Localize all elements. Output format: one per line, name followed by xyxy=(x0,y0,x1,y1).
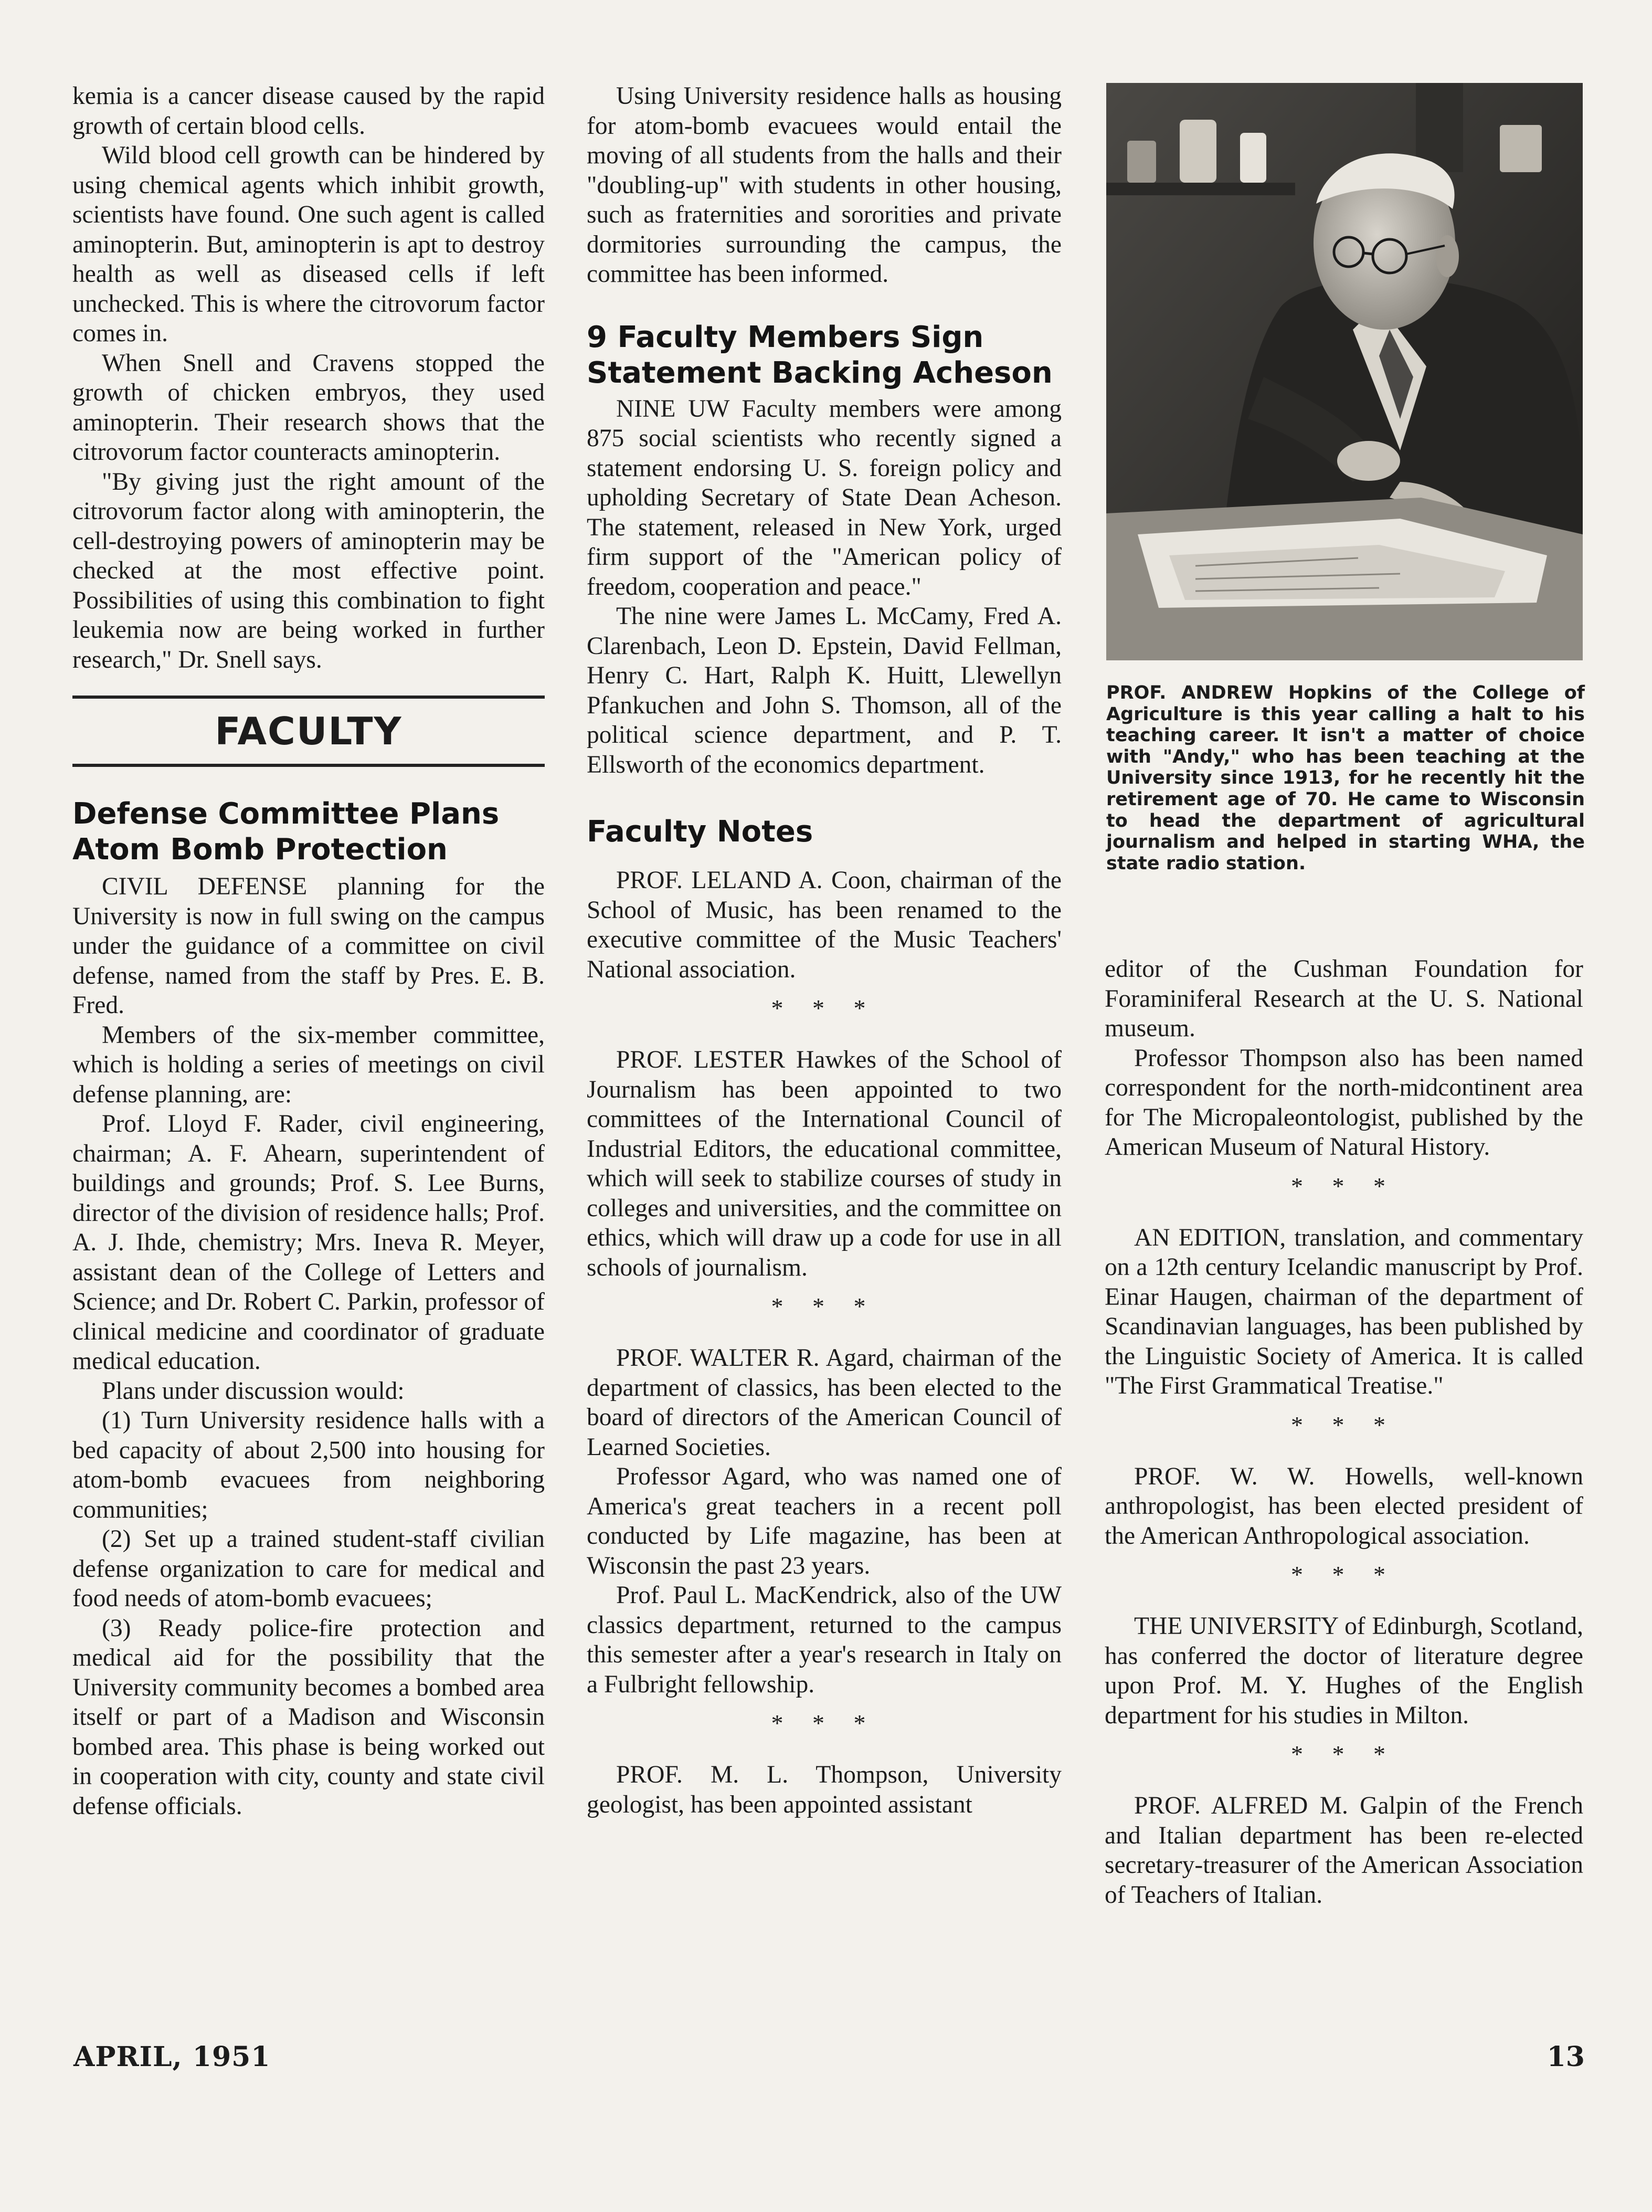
note-paragraph: PROF. ALFRED M. Galpin of the French and Italian department has been re-elected secretary-treasurer of the American Association of Teachers of Italian. xyxy=(1105,1792,1583,1909)
separator: * * * xyxy=(771,1710,877,1736)
column-3 xyxy=(1105,954,1583,1910)
note-paragraph: PROF. W. W. Howells, well-known anthropologist, has been elected president of the American Anthropological association. xyxy=(1105,1462,1583,1550)
section-rule xyxy=(72,764,545,767)
article-paragraph: "By giving just the right amount of the citrovorum factor along with aminopterin, the cell-destroying powers of aminopterin may be checked at the most effective point. Possibilities of using this combination to fight leukemia now are being worked in further research," Dr. Snell says. xyxy=(72,468,545,673)
article-paragraph: Using University residence halls as housing for atom-bomb evacuees would entail the moving of all students from the halls and their "doubling-up" with students in other housing, such as fraternities and sororities and private dormitories surrounding the campus, the committee has been informed. xyxy=(587,82,1062,288)
section-rule xyxy=(72,696,545,699)
note-paragraph: PROF. LELAND A. Coon, chairman of the School of Music, has been renamed to the executive committee of the Music Teachers' National association. xyxy=(587,867,1062,983)
article-paragraph: CIVIL DEFENSE planning for the University is now in full swing on the campus under the guidance of a committee on civil defense, named from the staff by Pres. E. B. Fred. xyxy=(72,873,545,1019)
professor-photo xyxy=(1106,83,1583,660)
issue-date: APRIL, 1951 xyxy=(73,2041,271,2073)
article-paragraph: Plans under discussion would: xyxy=(102,1377,405,1405)
page-number: 13 xyxy=(1547,2041,1585,2073)
note-paragraph: PROF. WALTER R. Agard, chairman of the department of classics, has been elected to the board of directors of the American Council of Learned Societies. xyxy=(587,1344,1062,1461)
article-paragraph: Members of the six-member committee, which is holding a series of meetings on civil defense planning, are: xyxy=(72,1021,545,1108)
note-paragraph: THE UNIVERSITY of Edinburgh, Scotland, has conferred the doctor of literature degree upon Prof. M. Y. Hughes of the English department for his studies in Milton. xyxy=(1105,1613,1583,1729)
note-paragraph: PROF. LESTER Hawkes of the School of Journalism has been appointed to two committees of the International Council of Industrial Editors, the educational committee, which will seek to stabilize courses of study in colleges and universities, and the committee on ethics, which will draw up a code for use in all schools of journalism. xyxy=(587,1046,1062,1281)
photo-illustration xyxy=(1106,83,1583,660)
note-paragraph: editor of the Cushman Foundation for Foraminiferal Research at the U. S. National museum. xyxy=(1105,955,1583,1042)
note-paragraph: AN EDITION, translation, and commentary on a 12th century Icelandic manuscript by Prof. Einar Haugen, chairman of the department of Scandinavian languages, has been published by the Linguistic Society of America. It is called "The First Grammatical Treatise." xyxy=(1105,1224,1583,1399)
separator: * * * xyxy=(1291,1411,1397,1438)
separator: * * * xyxy=(1291,1561,1397,1588)
note-paragraph: Professor Agard, who was named one of America's great teachers in a recent poll conducted by Life magazine, has been at Wisconsin the past 23 years. xyxy=(587,1463,1062,1579)
separator: * * * xyxy=(1291,1741,1397,1767)
separator: * * * xyxy=(771,995,877,1021)
article-paragraph: The nine were James L. McCamy, Fred A. Clarenbach, Leon D. Epstein, David Fellman, Henry C. Hart, Ralph K. Huitt, Llewellyn Pfankuchen and John S. Thomson, all of the political science department, and P. T. Ellsworth of the economics department. xyxy=(587,603,1062,778)
separator: * * * xyxy=(771,1293,877,1320)
separator: * * * xyxy=(1291,1172,1397,1199)
article-paragraph: (2) Set up a trained student-staff civilian defense organization to care for medical and food needs of atom-bomb evacuees; xyxy=(72,1525,545,1612)
faculty-notes-heading: Faculty Notes xyxy=(587,815,813,849)
article-paragraph: kemia is a cancer disease caused by the rapid growth of certain blood cells. xyxy=(72,82,545,140)
article-heading: 9 Faculty Members Sign Statement Backing Acheson xyxy=(587,320,1053,390)
article-paragraph: (3) Ready police-fire protection and medical aid for the possibility that the University community becomes a bombed area itself or part of a Madison and Wisconsin bombed area. This phase is being worked out in cooperation with city, county and state civil defense officials. xyxy=(72,1614,545,1820)
note-paragraph: Prof. Paul L. MacKendrick, also of the UW classics department, returned to the campus this semester after a year's research in Italy on a Fulbright fellowship. xyxy=(587,1582,1062,1698)
note-paragraph: PROF. M. L. Thompson, University geologist, has been appointed assistant xyxy=(587,1761,1062,1818)
article-paragraph: Wild blood cell growth can be hindered by using chemical agents which inhibit growth, scientists have found. One such agent is called aminopterin. But, aminopterin is apt to destroy health as well as diseased cells if left unchecked. This is where the citrovorum factor comes in. xyxy=(72,142,545,347)
article-paragraph: NINE UW Faculty members were among 875 social scientists who recently signed a statement endorsing U. S. foreign policy and upholding Secretary of State Dean Acheson. The statement, released in New York, urged firm support of the "American policy of freedom, cooperation and peace." xyxy=(587,395,1062,601)
section-title: FACULTY xyxy=(215,709,403,753)
photo-caption: PROF. ANDREW Hopkins of the College of Agriculture is this year calling a halt to his teaching career. It isn't a matter of choice with "Andy," who has been teaching at the University since 1913, for he recently hit the retirement age of 70. He came to Wisconsin to head the department of agricultural journalism and helped in starting WHA, the state radio station. xyxy=(1106,682,1585,874)
article-paragraph: When Snell and Cravens stopped the growth of chicken embryos, they used aminopterin. Their research shows that the citrovorum factor counteracts aminopterin. xyxy=(72,349,545,466)
column-2 xyxy=(587,81,1062,1819)
article-heading: Defense Committee Plans Atom Bomb Protection xyxy=(72,797,500,867)
column-1 xyxy=(72,81,545,1821)
article-paragraph: (1) Turn University residence halls with a bed capacity of about 2,500 into housing for atom-bomb evacuees from neighboring communities; xyxy=(72,1407,545,1523)
article-paragraph: Prof. Lloyd F. Rader, civil engineering, chairman; A. F. Ahearn, superintendent of buildings and grounds; Prof. S. Lee Burns, director of the division of residence halls; Prof. A. J. Ihde, chemistry; Mrs. Ineva R. Meyer, assistant dean of the College of Letters and Science; and Dr. Robert C. Parkin, professor of clinical medicine and coordinator of graduate medical education. xyxy=(72,1110,545,1375)
note-paragraph: Professor Thompson also has been named correspondent for the north-midcontinent area for The Micropaleontologist, published by the American Museum of Natural History. xyxy=(1105,1044,1583,1161)
